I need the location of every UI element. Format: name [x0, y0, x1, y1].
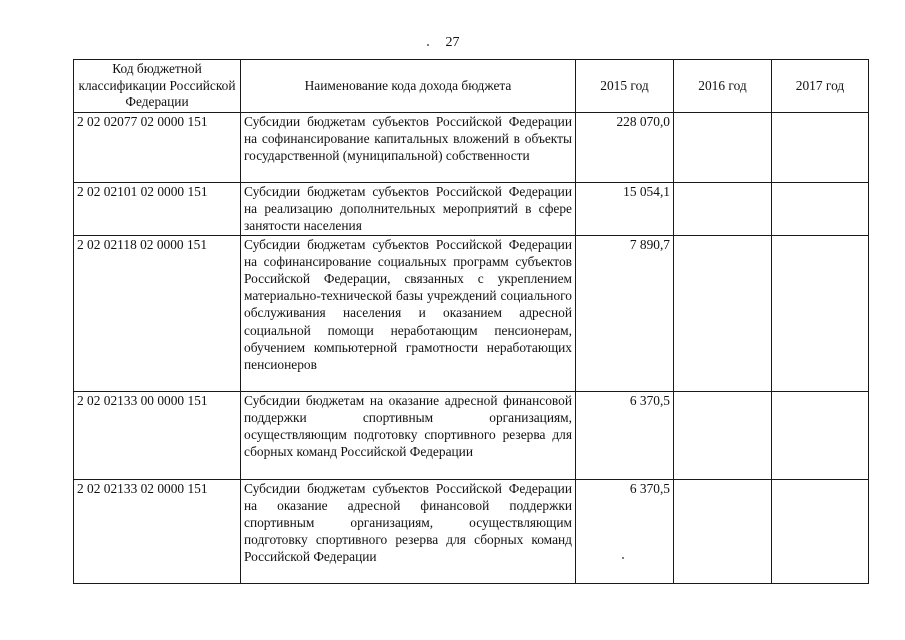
scan-speck	[427, 44, 429, 46]
row-name: Субсидии бюджетам субъектов Российской Федерации на оказание адресной финансовой поддержки спортивным организациям, осуществляющим подготовку спортивного резерва для сборных команд Российской Федерации	[241, 479, 576, 583]
header-name: Наименование кода дохода бюджета	[241, 60, 576, 113]
row-amount-2017	[772, 182, 869, 235]
row-amount-2017	[772, 479, 869, 583]
row-name: Субсидии бюджетам субъектов Российской Федерации на реализацию дополнительных мероприятий в сфере занятости населения	[241, 182, 576, 235]
page-number: 27	[445, 35, 460, 50]
header-2015: 2015 год	[576, 60, 674, 113]
row-amount-2015: 228 070,0	[576, 112, 674, 182]
row-code: 2 02 02133 00 0000 151	[74, 391, 241, 479]
header-code: Код бюджетной классификации Российской Федерации	[74, 60, 241, 113]
row-amount-2016	[674, 391, 772, 479]
table-row	[74, 182, 869, 235]
row-code: 2 02 02101 02 0000 151	[74, 182, 241, 235]
row-amount-2016	[674, 235, 772, 391]
table-row	[74, 112, 869, 182]
row-code: 2 02 02133 02 0000 151	[74, 479, 241, 583]
table-row	[74, 479, 869, 583]
row-name: Субсидии бюджетам на оказание адресной финансовой поддержки спортивным организациям, осуществляющим подготовку спортивного резерва для сборных команд Российской Федерации	[241, 391, 576, 479]
row-name: Субсидии бюджетам субъектов Российской Федерации на софинансирование капитальных вложений в объекты государственной (муниципальной) собственности	[241, 112, 576, 182]
table-header-row	[74, 60, 869, 113]
row-amount-2017	[772, 391, 869, 479]
row-code: 2 02 02077 02 0000 151	[74, 112, 241, 182]
table-row	[74, 235, 869, 391]
table-row	[74, 391, 869, 479]
row-amount-2015: 15 054,1	[576, 182, 674, 235]
row-amount-2015: 7 890,7	[576, 235, 674, 391]
budget-income-table	[73, 59, 869, 584]
header-2017: 2017 год	[772, 60, 869, 113]
row-amount-2016	[674, 182, 772, 235]
row-amount-2016	[674, 479, 772, 583]
row-amount-2015: 6 370,5	[576, 479, 674, 583]
row-name: Субсидии бюджетам субъектов Российской Федерации на софинансирование социальных программ субъектов Российской Федерации, связанных с укреплением материально-технической базы учреждений социального обслуживания населения и оказанием адресной социальной помощи неработающим пенсионерам, обучением компьютерной грамотности неработающих пенсионеров	[241, 235, 576, 391]
row-code: 2 02 02118 02 0000 151	[74, 235, 241, 391]
row-amount-2015: 6 370,5	[576, 391, 674, 479]
row-amount-2017	[772, 112, 869, 182]
header-2016: 2016 год	[674, 60, 772, 113]
row-amount-2016	[674, 112, 772, 182]
row-amount-2017	[772, 235, 869, 391]
